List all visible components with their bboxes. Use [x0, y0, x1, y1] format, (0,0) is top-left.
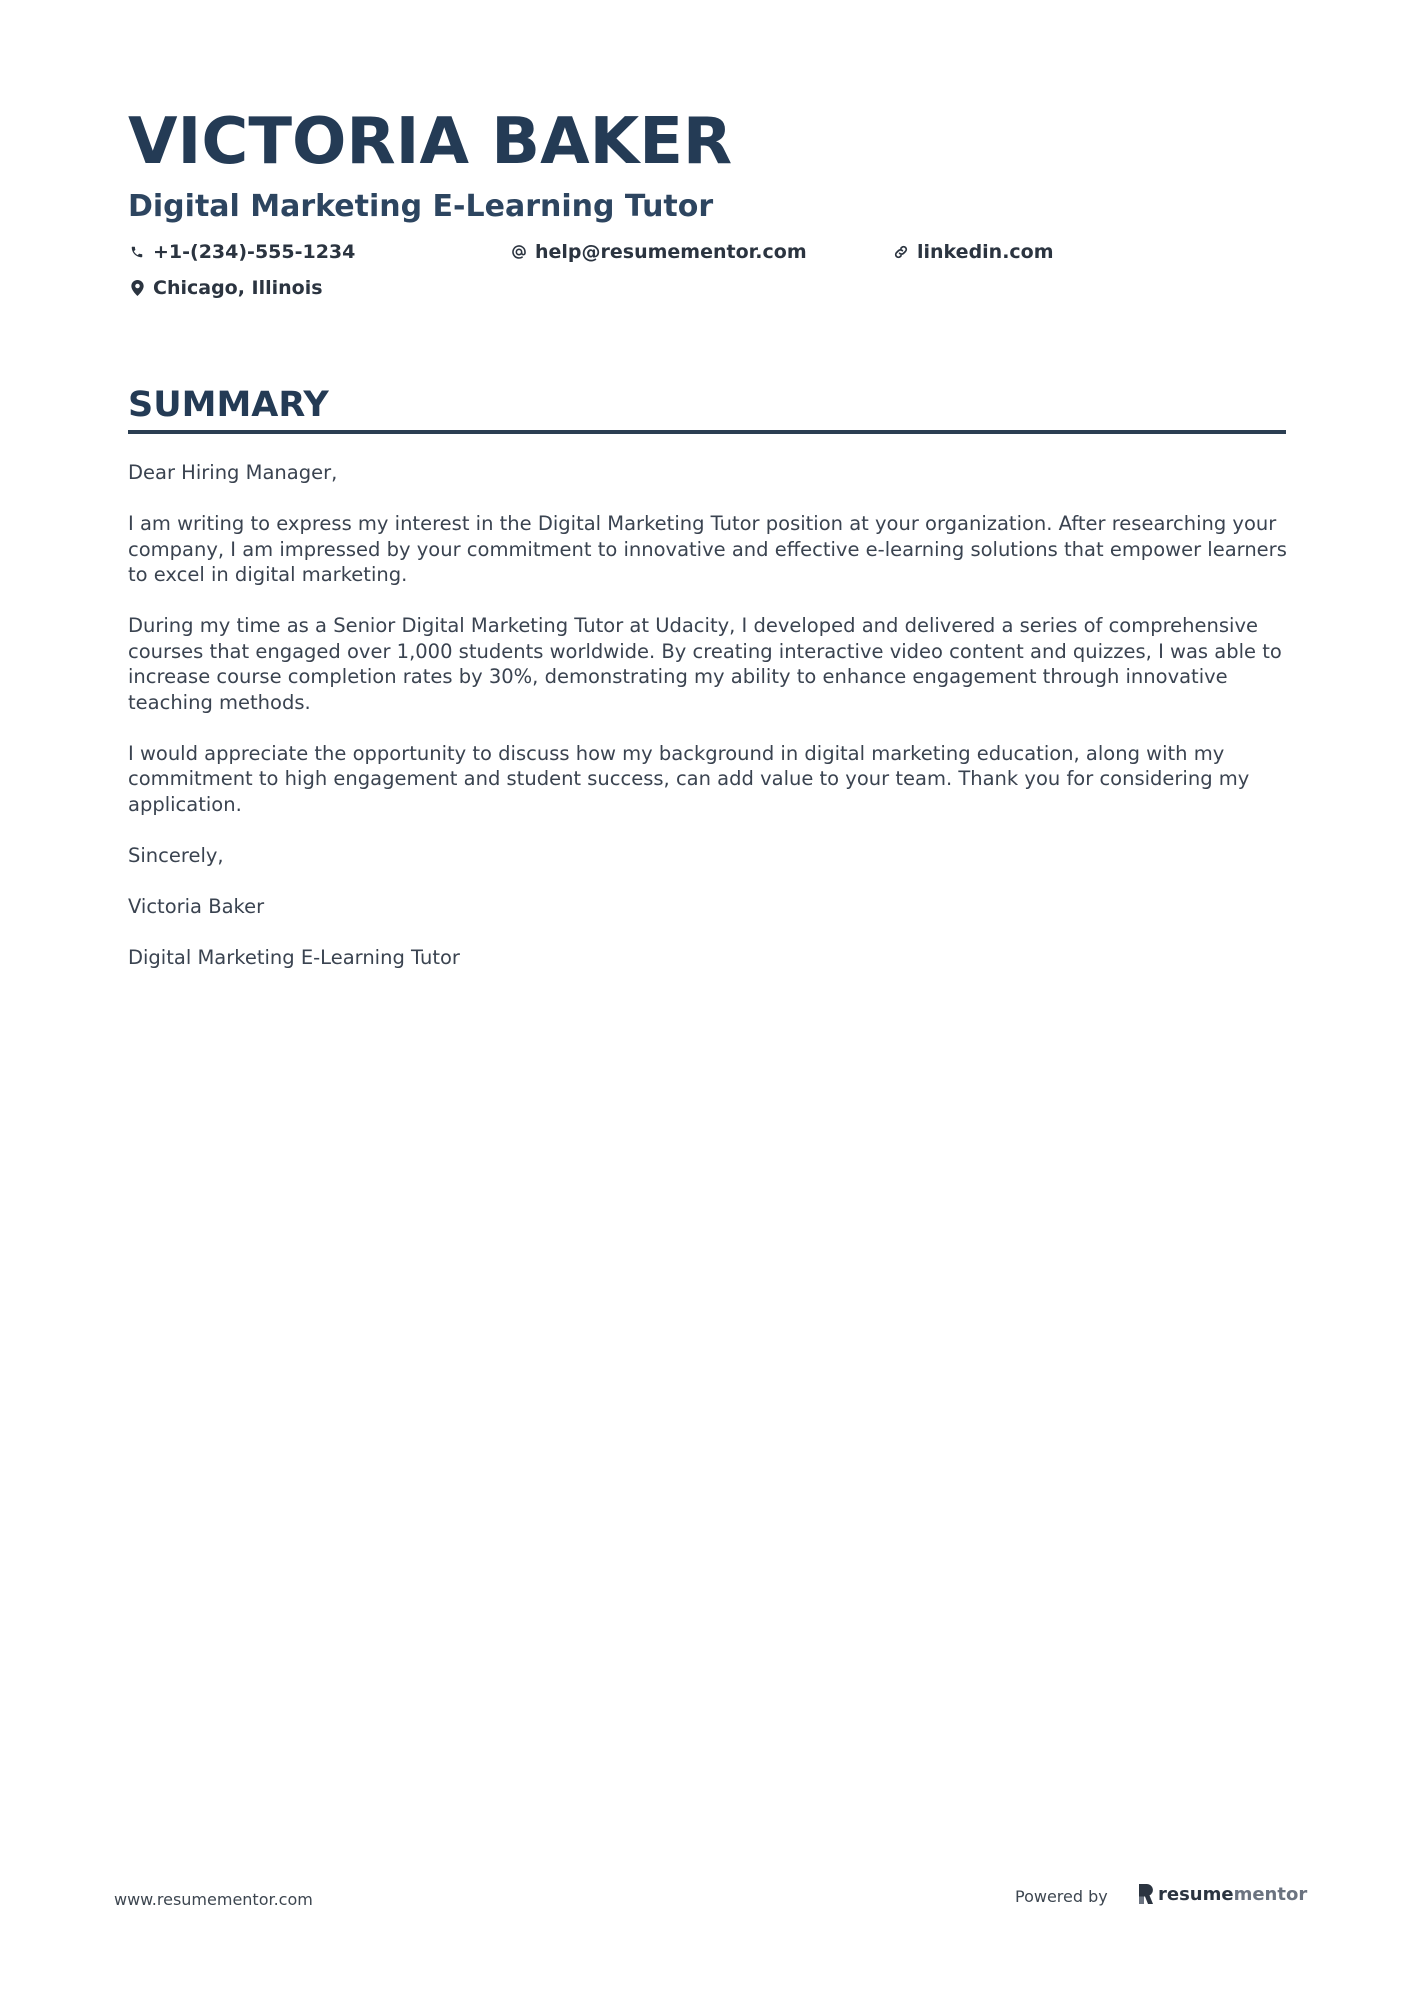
summary-heading: SUMMARY: [128, 385, 329, 425]
candidate-job-title: Digital Marketing E-Learning Tutor: [128, 189, 714, 224]
contact-link[interactable]: [892, 241, 1054, 263]
body-paragraph-1: I am writing to express my interest in the Digital Marketing Tutor position at your organization. After researching your company, I am impressed by your commitment to innovative and effective e-learning solutions that empower learners to excel in digital marketing.: [128, 512, 1287, 586]
signature-name: Victoria Baker: [128, 894, 265, 918]
contact-location: [128, 277, 323, 299]
signature-title: Digital Marketing E-Learning Tutor: [128, 945, 460, 969]
footer-brand-logo[interactable]: [1138, 1883, 1307, 1905]
footer-powered-by: Powered by: [1015, 1887, 1108, 1906]
link-text[interactable]: linkedin.com: [917, 241, 1054, 263]
body-paragraph-2: During my time as a Senior Digital Marketing Tutor at Udacity, I developed and delivered a series of comprehensive courses that engaged over 1,000 students worldwide. By creating interactive video content and quizzes, I was able to increase course completion rates by 30%, demonstrating my ability to enhance engagement through innovative teaching methods.: [128, 614, 1282, 714]
location-text: Chicago, Illinois: [153, 277, 323, 299]
section-divider: [128, 430, 1286, 434]
contact-email[interactable]: [510, 241, 807, 263]
map-pin-icon: [128, 279, 146, 297]
email-text[interactable]: help@resumementor.com: [535, 241, 807, 263]
link-icon: [892, 243, 910, 261]
resumementor-logo-icon: [1138, 1883, 1154, 1905]
footer-website-link[interactable]: www.resumementor.com: [114, 1890, 313, 1909]
body-paragraph-3: I would appreciate the opportunity to discuss how my background in digital marketing education, along with my commitment to high engagement and student success, can add value to your team. Thank you for considering my application.: [128, 741, 1250, 816]
closing: Sincerely,: [128, 843, 224, 867]
letter-body: [128, 460, 1288, 996]
brand-name-part-1: resume: [1158, 1883, 1234, 1905]
brand-name-part-2: mentor: [1233, 1883, 1308, 1905]
candidate-name: VICTORIA BAKER: [128, 105, 733, 179]
phone-text: +1-(234)-555-1234: [153, 241, 356, 263]
phone-icon: [128, 243, 146, 261]
salutation: Dear Hiring Manager,: [128, 461, 338, 484]
contact-phone: [128, 241, 355, 263]
at-icon: [510, 243, 528, 261]
